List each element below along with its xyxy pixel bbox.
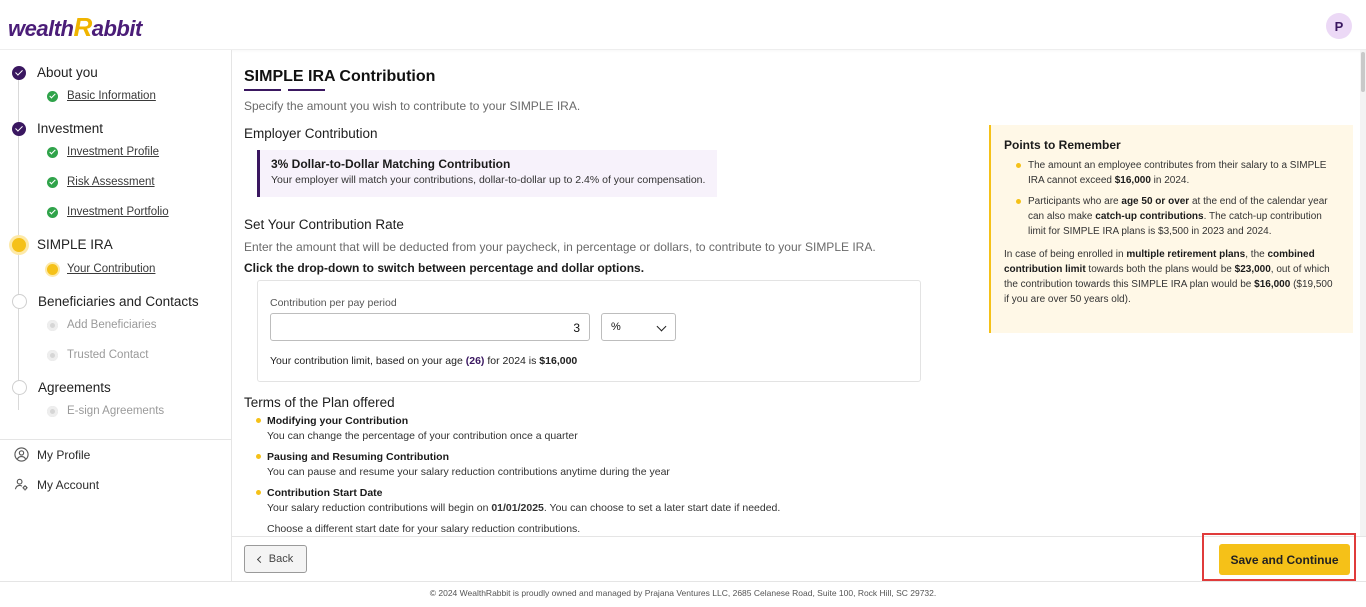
check-circle-icon (47, 91, 58, 102)
sidebar-nav (0, 50, 232, 581)
top-header (0, 0, 1366, 50)
sidebar-section-investment[interactable]: Investment (12, 121, 103, 136)
points-title: Points to Remember (1004, 138, 1121, 152)
bullet-icon (256, 418, 261, 423)
sidebar-item-risk-assessment[interactable]: Risk Assessment (47, 176, 155, 188)
completed-check-icon (12, 66, 26, 80)
bullet-icon (256, 454, 261, 459)
footer-divider (0, 581, 1366, 582)
points-list-item: Participants who are age 50 or over at the end of the calendar year can also make catch-up contributions. The catch-up contribution limit for SIMPLE IRA plans is $3,500 in 2023 and 2024. (1004, 194, 1340, 239)
contribution-card (257, 280, 921, 382)
back-button[interactable]: Back (244, 545, 307, 573)
main-content (232, 50, 1360, 536)
sidebar-item-investment-portfolio[interactable]: Investment Portfolio (47, 206, 169, 218)
match-title: 3% Dollar-to-Dollar Matching Contribution (271, 157, 511, 171)
scrollbar-thumb[interactable] (1361, 52, 1365, 92)
sidebar-item-trusted-contact: Trusted Contact (47, 349, 148, 361)
sidebar-divider (0, 439, 231, 440)
wealthrabbit-logo[interactable]: wealthRabbit (8, 12, 142, 42)
sidebar-item-add-beneficiaries: Add Beneficiaries (47, 319, 157, 331)
sidebar-item-basic-information[interactable]: Basic Information (47, 90, 156, 102)
pending-step-icon (47, 406, 58, 417)
term-pausing: Pausing and Resuming Contribution You can pause and resume your salary reduction contributions anytime during the year (256, 451, 670, 478)
my-account-link[interactable]: My Account (14, 477, 99, 492)
save-and-continue-button[interactable]: Save and Continue (1219, 544, 1350, 575)
contribution-limit-text: Your contribution limit, based on your age (26) for 2024 is $16,000 (270, 355, 578, 367)
user-settings-icon (14, 477, 29, 492)
pending-step-icon (12, 380, 27, 395)
dropdown-hint: Click the drop-down to switch between percentage and dollar options. (244, 261, 645, 275)
title-underline-decoration (244, 89, 281, 91)
active-step-icon (12, 238, 26, 252)
points-to-remember-card (989, 125, 1353, 333)
sidebar-section-beneficiaries[interactable]: Beneficiaries and Contacts (12, 294, 199, 309)
start-date-note: Choose a different start date for your salary reduction contributions. (267, 523, 581, 535)
user-avatar[interactable]: P (1326, 13, 1352, 39)
chevron-left-icon (257, 555, 264, 562)
scrollbar-track[interactable] (1360, 50, 1366, 536)
title-underline-decoration (288, 89, 325, 91)
bullet-icon (256, 490, 261, 495)
contribution-unit-select[interactable]: % (601, 313, 676, 341)
contribution-rate-description: Enter the amount that will be deducted from your paycheck, in percentage or dollars, to contribute to your SIMPLE IRA. (244, 240, 876, 254)
active-step-icon (47, 264, 58, 275)
sidebar-item-esign-agreements: E-sign Agreements (47, 405, 164, 417)
term-modifying: Modifying your Contribution You can change the percentage of your contribution once a quarter (256, 415, 578, 442)
contribution-rate-heading: Set Your Contribution Rate (244, 217, 404, 232)
match-description: Your employer will match your contributions, dollar-to-dollar up to 2.4% of your compensation. (271, 174, 706, 186)
chevron-down-icon (657, 322, 667, 332)
sidebar-section-simple-ira[interactable]: SIMPLE IRA (12, 237, 113, 252)
completed-check-icon (12, 122, 26, 136)
contribution-label: Contribution per pay period (270, 297, 397, 309)
my-profile-link[interactable]: My Profile (14, 447, 90, 462)
points-list-item: The amount an employee contributes from their salary to a SIMPLE IRA cannot exceed $16,000 in 2024. (1004, 158, 1340, 188)
copyright-text: © 2024 WealthRabbit is proudly owned and managed by Prajana Ventures LLC, 2685 Celanese Road, Suite 100, Rock Hill, SC 29732. (429, 588, 937, 598)
pending-step-icon (47, 320, 58, 331)
points-paragraph: In case of being enrolled in multiple retirement plans, the combined contribution limit towards both the plans would be $23,000, out of which the contribution towards this SIMPLE IRA plan would be $16,000 ($19,500 if you are over 50 years old). (1004, 249, 1333, 305)
sidebar-section-about-you[interactable]: About you (12, 65, 98, 80)
pending-step-icon (47, 350, 58, 361)
check-circle-icon (47, 147, 58, 158)
sidebar-item-investment-profile[interactable]: Investment Profile (47, 146, 159, 158)
employer-match-box (257, 150, 717, 197)
page-subtitle: Specify the amount you wish to contribute to your SIMPLE IRA. (244, 99, 581, 113)
term-start-date: Contribution Start Date Your salary reduction contributions will begin on 01/01/2025. You can choose to set a later start date if needed. (256, 487, 780, 514)
user-circle-icon (14, 447, 29, 462)
check-circle-icon (47, 207, 58, 218)
page-title: SIMPLE IRA Contribution (244, 68, 436, 85)
terms-heading: Terms of the Plan offered (244, 395, 395, 410)
sidebar-section-agreements[interactable]: Agreements (12, 380, 111, 395)
action-bar (232, 536, 1366, 582)
pending-step-icon (12, 294, 27, 309)
sidebar-item-your-contribution[interactable]: Your Contribution (47, 263, 155, 275)
points-list (1004, 158, 1340, 239)
contribution-amount-input[interactable]: 3 (270, 313, 590, 341)
employer-contribution-heading: Employer Contribution (244, 126, 378, 141)
check-circle-icon (47, 177, 58, 188)
